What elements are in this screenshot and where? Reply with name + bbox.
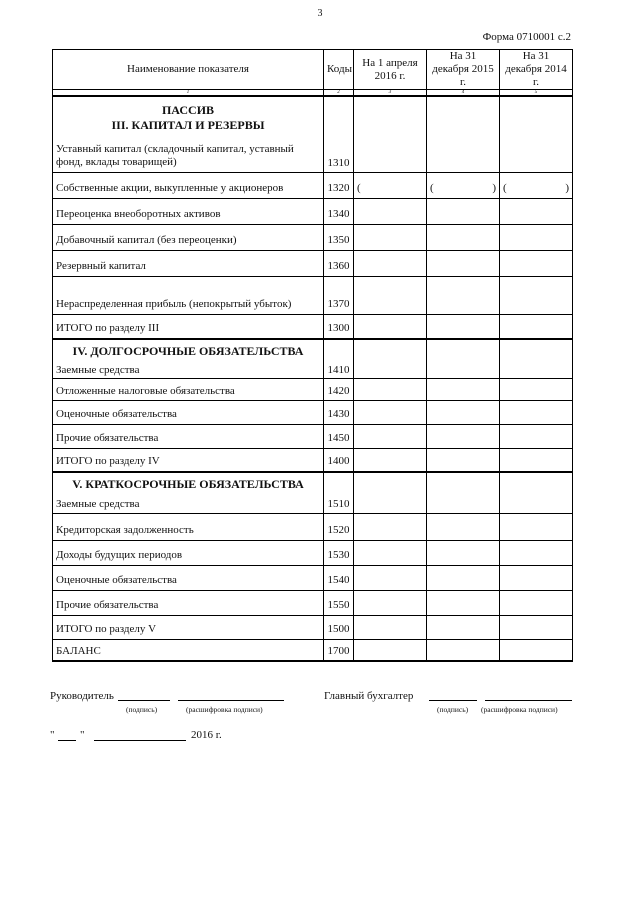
value-cell[interactable] bbox=[427, 513, 500, 540]
value-cell[interactable] bbox=[354, 250, 427, 276]
col-number: 2 bbox=[324, 90, 354, 97]
row-name: Кредиторская задолженность bbox=[53, 513, 324, 540]
value-cell[interactable] bbox=[354, 494, 427, 513]
row-name-total: БАЛАНС bbox=[53, 639, 324, 661]
row-name: ИТОГО по разделу V bbox=[53, 615, 324, 639]
value-cell[interactable] bbox=[500, 513, 573, 540]
value-cell[interactable] bbox=[500, 424, 573, 448]
header-name: Наименование показателя bbox=[53, 50, 324, 90]
row-name: Уставный капитал (складочный капитал, уставный фонд, вклады товарищей) bbox=[53, 134, 324, 172]
date-quote-close: " bbox=[80, 729, 85, 741]
section-title-line2: III. КАПИТАЛ И РЕЗЕРВЫ bbox=[111, 118, 265, 132]
value-cell[interactable] bbox=[354, 448, 427, 472]
value-cell[interactable] bbox=[500, 540, 573, 565]
row-name: Собственные акции, выкупленные у акционеров bbox=[53, 172, 324, 198]
value-cell[interactable] bbox=[427, 400, 500, 424]
row-code: 1360 bbox=[324, 250, 354, 276]
row-name: Отложенные налоговые обязательства bbox=[53, 378, 324, 400]
section-title-long-term: IV. ДОЛГОСРОЧНЫЕ ОБЯЗАТЕЛЬСТВА bbox=[53, 339, 324, 361]
row-name: Заемные средства bbox=[53, 361, 324, 378]
value-cell[interactable] bbox=[427, 639, 500, 661]
date-quote-open: " bbox=[50, 729, 55, 741]
page-number: 3 bbox=[317, 8, 323, 19]
col-number: 5 bbox=[500, 90, 573, 97]
col-number: 1 bbox=[53, 90, 324, 97]
col-number: 3 bbox=[354, 90, 427, 97]
row-code: 1510 bbox=[324, 494, 354, 513]
value-cell[interactable] bbox=[354, 224, 427, 250]
row-code: 1550 bbox=[324, 590, 354, 615]
balance-table bbox=[52, 49, 573, 662]
row-name: Оценочные обязательства bbox=[53, 400, 324, 424]
value-cell[interactable] bbox=[354, 172, 427, 198]
value-cell[interactable] bbox=[354, 513, 427, 540]
row-code: 1350 bbox=[324, 224, 354, 250]
head-label: Руководитель bbox=[50, 690, 114, 702]
row-name: Оценочные обязательства bbox=[53, 565, 324, 590]
value-cell[interactable] bbox=[427, 172, 500, 198]
value-cell[interactable] bbox=[500, 250, 573, 276]
accountant-signature-line[interactable] bbox=[429, 700, 477, 701]
row-name: Добавочный капитал (без переоценки) bbox=[53, 224, 324, 250]
paren-open: ( bbox=[357, 181, 361, 194]
value-cell[interactable] bbox=[500, 494, 573, 513]
row-code: 1700 bbox=[324, 639, 354, 661]
value-cell[interactable] bbox=[354, 590, 427, 615]
paren-open: ( bbox=[430, 181, 434, 194]
row-code: 1520 bbox=[324, 513, 354, 540]
row-code: 1370 bbox=[324, 276, 354, 314]
value-cell[interactable] bbox=[427, 590, 500, 615]
value-cell[interactable] bbox=[354, 400, 427, 424]
row-name: Заемные средства bbox=[53, 494, 324, 513]
paren-close: ) bbox=[565, 181, 569, 194]
value-cell[interactable] bbox=[427, 361, 500, 378]
header-code: Коды bbox=[324, 50, 354, 90]
row-code: 1340 bbox=[324, 198, 354, 224]
head-signature-line[interactable] bbox=[118, 700, 170, 701]
value-cell[interactable] bbox=[500, 565, 573, 590]
row-code: 1410 bbox=[324, 361, 354, 378]
value-cell[interactable] bbox=[354, 361, 427, 378]
accountant-signature-caption: (подпись) bbox=[437, 705, 469, 714]
value-cell[interactable] bbox=[500, 172, 573, 198]
value-cell[interactable] bbox=[427, 224, 500, 250]
section-title-line1: ПАССИВ bbox=[161, 103, 215, 117]
value-cell[interactable] bbox=[500, 378, 573, 400]
row-name: Прочие обязательства bbox=[53, 590, 324, 615]
value-cell[interactable] bbox=[427, 565, 500, 590]
value-cell[interactable] bbox=[354, 424, 427, 448]
head-decode-line[interactable] bbox=[178, 700, 284, 701]
row-code: 1500 bbox=[324, 615, 354, 639]
value-cell[interactable] bbox=[500, 314, 573, 339]
date-year: 2016 г. bbox=[191, 729, 222, 741]
row-code: 1300 bbox=[324, 314, 354, 339]
value-cell[interactable] bbox=[354, 565, 427, 590]
row-code: 1420 bbox=[324, 378, 354, 400]
value-cell[interactable] bbox=[427, 424, 500, 448]
value-cell[interactable] bbox=[500, 276, 573, 314]
row-name: Переоценка внеоборотных активов bbox=[53, 198, 324, 224]
header-col2: На 31 декабря 2015 г. bbox=[427, 50, 500, 90]
value-cell[interactable] bbox=[354, 134, 427, 172]
value-cell[interactable] bbox=[427, 250, 500, 276]
row-name: ИТОГО по разделу IV bbox=[53, 448, 324, 472]
row-name: Прочие обязательства bbox=[53, 424, 324, 448]
value-cell[interactable] bbox=[427, 540, 500, 565]
date-day-line[interactable] bbox=[58, 740, 76, 741]
value-cell[interactable] bbox=[354, 615, 427, 639]
head-signature-caption: (подпись) bbox=[126, 705, 158, 714]
section-title-short-term: V. КРАТКОСРОЧНЫЕ ОБЯЗАТЕЛЬСТВА bbox=[53, 472, 324, 494]
paren-close: ) bbox=[492, 181, 496, 194]
accountant-decode-caption: (расшифровка подписи) bbox=[481, 705, 558, 714]
value-cell[interactable] bbox=[427, 314, 500, 339]
row-code: 1400 bbox=[324, 448, 354, 472]
value-cell[interactable] bbox=[500, 134, 573, 172]
header-col1: На 1 апреля 2016 г. bbox=[354, 50, 427, 90]
value-cell[interactable] bbox=[427, 134, 500, 172]
value-cell[interactable] bbox=[427, 378, 500, 400]
header-col3: На 31 декабря 2014 г. bbox=[500, 50, 573, 90]
row-code: 1530 bbox=[324, 540, 354, 565]
head-decode-caption: (расшифровка подписи) bbox=[186, 705, 263, 714]
row-code: 1310 bbox=[324, 134, 354, 172]
row-name: Резервный капитал bbox=[53, 250, 324, 276]
date-month-line[interactable] bbox=[94, 740, 186, 741]
row-code: 1450 bbox=[324, 424, 354, 448]
row-code: 1430 bbox=[324, 400, 354, 424]
value-cell[interactable] bbox=[427, 276, 500, 314]
accountant-label: Главный бухгалтер bbox=[324, 690, 414, 702]
value-cell[interactable] bbox=[354, 639, 427, 661]
accountant-decode-line[interactable] bbox=[485, 700, 572, 701]
value-cell[interactable] bbox=[354, 314, 427, 339]
value-cell[interactable] bbox=[500, 639, 573, 661]
col-number: 4 bbox=[427, 90, 500, 97]
paren-open: ( bbox=[503, 181, 507, 194]
value-cell[interactable] bbox=[500, 590, 573, 615]
value-cell[interactable] bbox=[427, 198, 500, 224]
value-cell[interactable] bbox=[500, 400, 573, 424]
value-cell[interactable] bbox=[427, 615, 500, 639]
value-cell[interactable] bbox=[500, 615, 573, 639]
value-cell[interactable] bbox=[500, 361, 573, 378]
value-cell[interactable] bbox=[500, 224, 573, 250]
value-cell[interactable] bbox=[354, 198, 427, 224]
row-code: 1540 bbox=[324, 565, 354, 590]
row-code: 1320 bbox=[324, 172, 354, 198]
value-cell[interactable] bbox=[427, 448, 500, 472]
value-cell[interactable] bbox=[354, 378, 427, 400]
value-cell[interactable] bbox=[354, 276, 427, 314]
value-cell[interactable] bbox=[354, 540, 427, 565]
row-name: Доходы будущих периодов bbox=[53, 540, 324, 565]
form-id: Форма 0710001 с.2 bbox=[482, 31, 571, 43]
value-cell[interactable] bbox=[500, 198, 573, 224]
value-cell[interactable] bbox=[500, 448, 573, 472]
section-title-passive bbox=[53, 96, 324, 134]
value-cell[interactable] bbox=[427, 494, 500, 513]
row-name: ИТОГО по разделу III bbox=[53, 314, 324, 339]
row-name: Нераспределенная прибыль (непокрытый убыток) bbox=[53, 276, 324, 314]
